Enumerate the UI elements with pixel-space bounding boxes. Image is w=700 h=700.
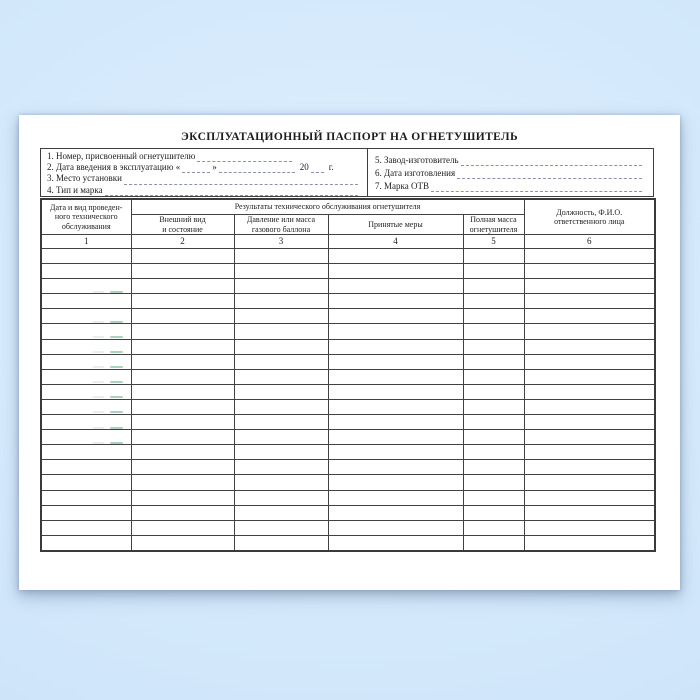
info-column-right bbox=[368, 149, 653, 196]
field-installation-place bbox=[47, 173, 360, 184]
table-row bbox=[41, 460, 655, 475]
table-cell bbox=[131, 309, 234, 324]
table-cell bbox=[41, 339, 131, 354]
table-cell bbox=[41, 490, 131, 505]
table-cell bbox=[524, 339, 655, 354]
table-cell bbox=[131, 249, 234, 264]
table-row bbox=[41, 249, 655, 264]
table-row bbox=[41, 490, 655, 505]
table-cell bbox=[524, 460, 655, 475]
table-cell bbox=[328, 369, 463, 384]
table-cell bbox=[41, 294, 131, 309]
info-box bbox=[40, 148, 654, 197]
header-line: Дата и вид проведен- bbox=[50, 202, 123, 212]
table-cell bbox=[524, 415, 655, 430]
table-cell bbox=[524, 309, 655, 324]
header-line: и состояние bbox=[162, 224, 203, 234]
table-cell bbox=[41, 520, 131, 535]
blank-line bbox=[311, 164, 324, 173]
table-cell bbox=[41, 309, 131, 324]
table-row bbox=[41, 505, 655, 520]
table-cell bbox=[41, 264, 131, 279]
blank-line bbox=[457, 170, 642, 179]
table-cell bbox=[131, 369, 234, 384]
header-date-and-type bbox=[41, 199, 131, 235]
table-cell bbox=[328, 384, 463, 399]
table-row bbox=[41, 415, 655, 430]
header-line: Полная масса bbox=[470, 215, 517, 224]
blank-line bbox=[105, 187, 358, 196]
table-cell bbox=[463, 369, 524, 384]
table-cell bbox=[41, 460, 131, 475]
field-type-and-brand bbox=[47, 185, 360, 196]
table-cell bbox=[463, 339, 524, 354]
table-cell bbox=[131, 490, 234, 505]
header-line: обслуживания bbox=[61, 221, 111, 231]
header-appearance bbox=[131, 215, 234, 235]
info-column-left bbox=[41, 149, 368, 196]
table-row bbox=[41, 384, 655, 399]
table-cell bbox=[328, 475, 463, 490]
header-measures-taken bbox=[328, 215, 463, 235]
header-line: Давление или масса bbox=[246, 215, 316, 224]
table-cell bbox=[234, 430, 328, 445]
table-cell bbox=[463, 309, 524, 324]
table-cell bbox=[328, 445, 463, 460]
table-cell bbox=[328, 339, 463, 354]
table-cell bbox=[41, 430, 131, 445]
scan-artifact-mark bbox=[110, 336, 123, 338]
table-row bbox=[41, 294, 655, 309]
table-row bbox=[41, 324, 655, 339]
table-cell bbox=[234, 309, 328, 324]
header-line: огнетушителя bbox=[469, 224, 518, 234]
table-cell bbox=[463, 475, 524, 490]
table-cell bbox=[234, 339, 328, 354]
table-cell bbox=[234, 520, 328, 535]
table-cell bbox=[234, 354, 328, 369]
table-cell bbox=[41, 279, 131, 294]
table-cell bbox=[524, 505, 655, 520]
document-paper bbox=[19, 115, 680, 590]
field-label: 7. Марка ОТВ bbox=[375, 181, 429, 191]
table-cell bbox=[234, 445, 328, 460]
table-cell bbox=[463, 460, 524, 475]
table-cell bbox=[463, 399, 524, 414]
field-label: 2. Дата введения в эксплуатацию « bbox=[47, 162, 181, 173]
table-row bbox=[41, 475, 655, 490]
scan-artifact-mark bbox=[110, 366, 123, 368]
table-body bbox=[41, 249, 655, 551]
header-responsible-person bbox=[524, 199, 655, 235]
table-cell bbox=[234, 535, 328, 551]
table-cell bbox=[328, 354, 463, 369]
table-cell bbox=[131, 535, 234, 551]
field-commissioning-date bbox=[47, 162, 360, 173]
table-cell bbox=[328, 505, 463, 520]
table-cell bbox=[234, 249, 328, 264]
table-cell bbox=[463, 505, 524, 520]
field-label: г. bbox=[328, 162, 334, 173]
table-cell bbox=[131, 399, 234, 414]
table-cell bbox=[328, 460, 463, 475]
table-cell bbox=[131, 520, 234, 535]
table-cell bbox=[524, 249, 655, 264]
header-pressure-mass bbox=[234, 215, 328, 235]
table-cell bbox=[463, 294, 524, 309]
table-cell bbox=[131, 324, 234, 339]
column-numbers-row bbox=[41, 235, 655, 249]
table-cell bbox=[328, 279, 463, 294]
table-cell bbox=[41, 505, 131, 520]
table-cell bbox=[41, 324, 131, 339]
table-cell bbox=[328, 415, 463, 430]
table-cell bbox=[524, 520, 655, 535]
table-cell bbox=[328, 264, 463, 279]
table-cell bbox=[234, 475, 328, 490]
table-cell bbox=[524, 475, 655, 490]
table-cell bbox=[524, 535, 655, 551]
table-cell bbox=[41, 415, 131, 430]
table-cell bbox=[234, 264, 328, 279]
scan-artifact-mark bbox=[110, 396, 123, 398]
table-cell bbox=[524, 430, 655, 445]
field-label: 6. Дата изготовления bbox=[375, 168, 456, 178]
table-cell bbox=[234, 399, 328, 414]
scan-artifact-mark bbox=[110, 321, 123, 323]
table-cell bbox=[524, 399, 655, 414]
table-cell bbox=[328, 309, 463, 324]
table-cell bbox=[463, 279, 524, 294]
column-number: 2 bbox=[131, 235, 234, 249]
table-cell bbox=[234, 490, 328, 505]
scan-artifact-mark bbox=[110, 351, 123, 353]
table-cell bbox=[524, 445, 655, 460]
scan-artifact-mark bbox=[110, 411, 123, 413]
table-cell bbox=[463, 264, 524, 279]
table-cell bbox=[463, 384, 524, 399]
table-cell bbox=[463, 430, 524, 445]
header-line: Принятые меры bbox=[368, 219, 423, 229]
table-cell bbox=[328, 294, 463, 309]
blank-line bbox=[197, 153, 292, 162]
table-row bbox=[41, 535, 655, 551]
header-results: Результаты технического обслуживания огнетушителя bbox=[131, 199, 524, 215]
field-extinguisher-number bbox=[47, 151, 360, 162]
table-cell bbox=[131, 339, 234, 354]
blank-line bbox=[124, 176, 358, 185]
table-cell bbox=[524, 369, 655, 384]
table-cell bbox=[328, 535, 463, 551]
field-label: 4. Тип и марка bbox=[47, 184, 103, 195]
table-cell bbox=[328, 490, 463, 505]
table-cell bbox=[524, 264, 655, 279]
table-cell bbox=[463, 415, 524, 430]
blank-line bbox=[219, 164, 295, 173]
column-number: 3 bbox=[234, 235, 328, 249]
table-cell bbox=[463, 354, 524, 369]
table-cell bbox=[328, 520, 463, 535]
table-row bbox=[41, 430, 655, 445]
maintenance-table bbox=[40, 198, 656, 552]
document-title: ЭКСПЛУАТАЦИОННЫЙ ПАСПОРТ НА ОГНЕТУШИТЕЛЬ bbox=[180, 131, 519, 143]
field-manufacture-date bbox=[375, 166, 644, 179]
table-cell bbox=[131, 430, 234, 445]
column-number: 1 bbox=[41, 235, 131, 249]
table-cell bbox=[131, 384, 234, 399]
table-cell bbox=[41, 475, 131, 490]
header-line: ного технического bbox=[54, 212, 118, 222]
table-cell bbox=[41, 369, 131, 384]
table-cell bbox=[41, 384, 131, 399]
table-cell bbox=[131, 445, 234, 460]
table-cell bbox=[524, 294, 655, 309]
table-header bbox=[41, 199, 655, 249]
table-cell bbox=[131, 475, 234, 490]
table-cell bbox=[234, 460, 328, 475]
scan-artifact-mark bbox=[110, 291, 123, 293]
field-label: 1. Номер, присвоенный огнетушителю bbox=[47, 150, 196, 161]
field-manufacturer bbox=[375, 153, 644, 166]
table-cell bbox=[524, 384, 655, 399]
header-line: Должность, Ф.И.О. bbox=[556, 207, 623, 217]
table-row bbox=[41, 339, 655, 354]
field-label: » bbox=[212, 162, 217, 173]
blank-line bbox=[461, 157, 642, 166]
table-cell bbox=[328, 324, 463, 339]
column-number: 6 bbox=[524, 235, 655, 249]
table-row bbox=[41, 264, 655, 279]
table-cell bbox=[131, 460, 234, 475]
table-cell bbox=[463, 249, 524, 264]
table-cell bbox=[234, 384, 328, 399]
table-row bbox=[41, 279, 655, 294]
table-cell bbox=[41, 399, 131, 414]
field-otv-brand bbox=[375, 179, 644, 192]
table-cell bbox=[328, 399, 463, 414]
table-cell bbox=[131, 354, 234, 369]
table-cell bbox=[524, 354, 655, 369]
table-cell bbox=[41, 445, 131, 460]
header-line: Внешний вид bbox=[159, 215, 206, 224]
table-cell bbox=[524, 324, 655, 339]
table-row bbox=[41, 354, 655, 369]
field-label: 20 bbox=[299, 162, 309, 173]
column-number: 4 bbox=[328, 235, 463, 249]
table-cell bbox=[234, 415, 328, 430]
table-cell bbox=[524, 490, 655, 505]
table-cell bbox=[41, 249, 131, 264]
table-row bbox=[41, 369, 655, 384]
table-cell bbox=[131, 415, 234, 430]
scan-artifact-mark bbox=[110, 381, 123, 383]
table-cell bbox=[41, 535, 131, 551]
table-cell bbox=[131, 264, 234, 279]
table-cell bbox=[463, 490, 524, 505]
table-cell bbox=[131, 294, 234, 309]
table-cell bbox=[234, 505, 328, 520]
table-cell bbox=[234, 294, 328, 309]
table-cell bbox=[524, 279, 655, 294]
scan-artifact-mark bbox=[110, 427, 123, 429]
table-cell bbox=[234, 279, 328, 294]
table-cell bbox=[131, 505, 234, 520]
table-cell bbox=[234, 369, 328, 384]
scan-artifact-mark bbox=[110, 442, 123, 444]
table-cell bbox=[234, 324, 328, 339]
table-cell bbox=[328, 430, 463, 445]
table-row bbox=[41, 309, 655, 324]
table-cell bbox=[463, 445, 524, 460]
table-cell bbox=[41, 354, 131, 369]
field-label: 5. Завод-изготовитель bbox=[375, 155, 459, 165]
blank-line bbox=[182, 164, 210, 173]
table-cell bbox=[328, 249, 463, 264]
table-row bbox=[41, 399, 655, 414]
table-cell bbox=[131, 279, 234, 294]
table-cell bbox=[463, 535, 524, 551]
table-cell bbox=[463, 324, 524, 339]
table-row bbox=[41, 445, 655, 460]
blank-line bbox=[431, 183, 642, 192]
column-number: 5 bbox=[463, 235, 524, 249]
table-cell bbox=[463, 520, 524, 535]
header-line: газового баллона bbox=[251, 224, 311, 234]
table-row bbox=[41, 520, 655, 535]
header-full-mass bbox=[463, 215, 524, 235]
header-line: ответственного лица bbox=[554, 217, 625, 226]
field-label: 3. Место установки bbox=[47, 173, 122, 184]
